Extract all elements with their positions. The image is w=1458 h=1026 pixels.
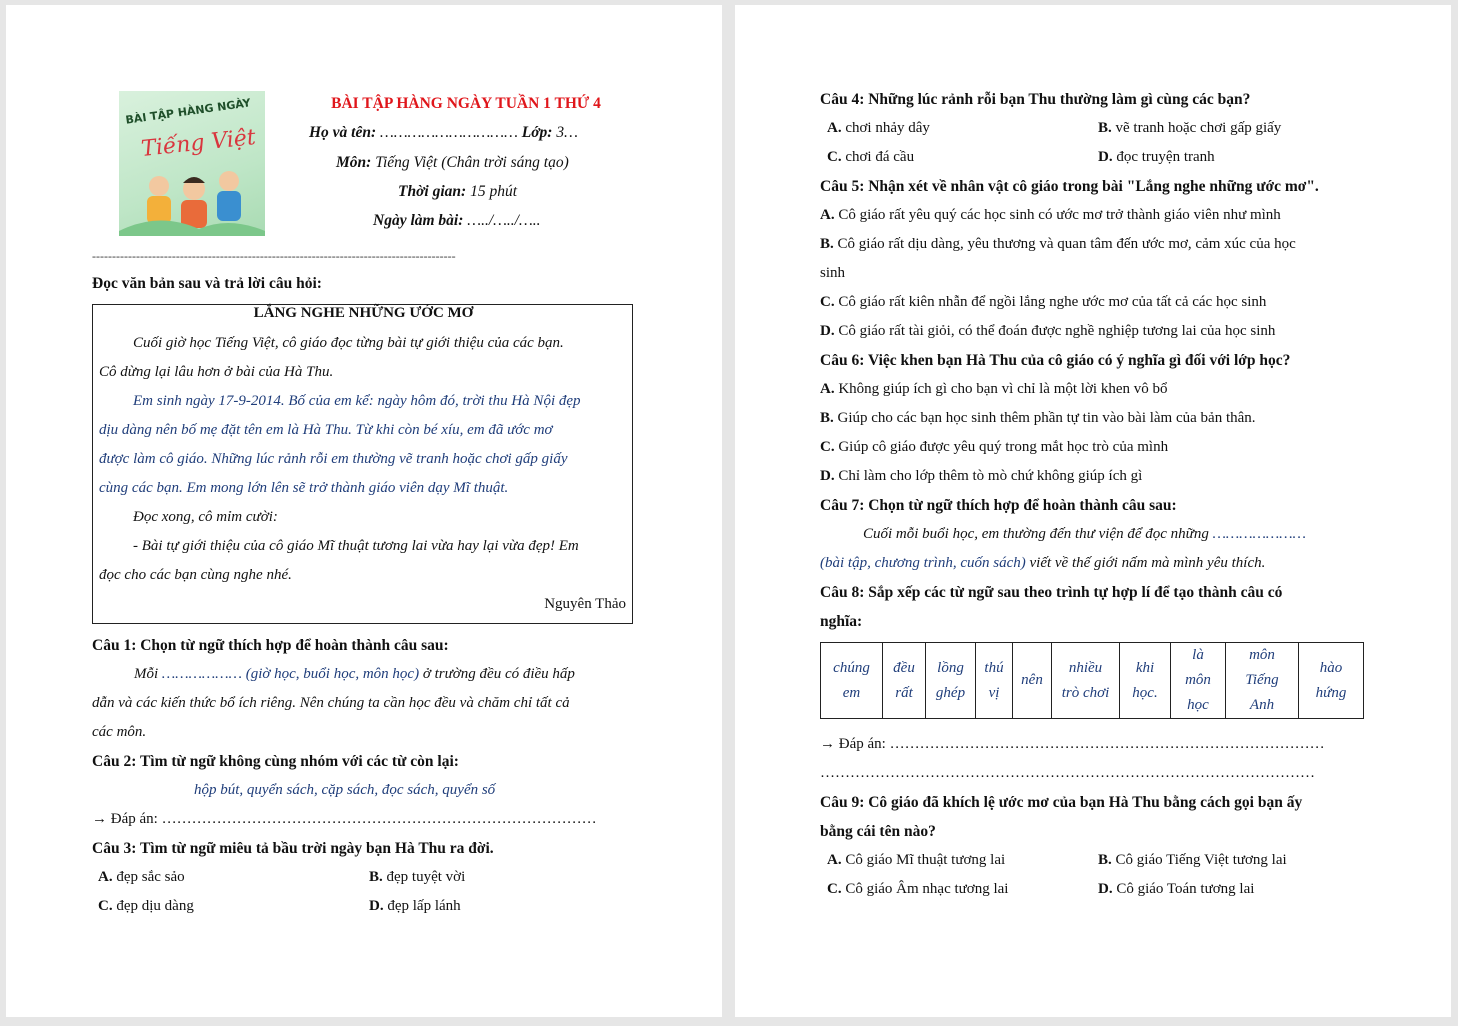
option-key: C. <box>827 149 842 165</box>
time-line <box>398 183 517 201</box>
word-part: nên <box>1021 672 1043 688</box>
q9-option-a[interactable] <box>827 852 1005 869</box>
separator-line: ------------------------------------------------------------------------------------------- <box>92 249 456 263</box>
option-text: đẹp lấp lánh <box>387 898 461 914</box>
q4-option-d[interactable] <box>1098 149 1215 166</box>
q2-word-list: hộp bút, quyển sách, cặp sách, đọc sách, quyển số <box>194 782 496 798</box>
time-label: Thời gian: <box>398 183 467 200</box>
option-text: đẹp sắc sảo <box>116 869 185 885</box>
q8-answer-blank[interactable]: …………………………………………………………………………… <box>889 736 1325 752</box>
worksheet-logo <box>119 91 265 236</box>
passage-line: Cuối giờ học Tiếng Việt, cô giáo đọc từng bài tự giới thiệu của các bạn. <box>133 335 564 351</box>
option-text: đẹp tuyệt vời <box>386 869 466 885</box>
option-key: D. <box>1098 149 1113 165</box>
option-key: D. <box>820 468 835 484</box>
q6-option-b[interactable] <box>820 410 1256 427</box>
q5-option-b-continued: sinh <box>820 265 846 281</box>
q5-label: Câu 5: Nhận xét về nhân vật cô giáo trong bài "Lắng nghe những ước mơ". <box>820 178 1319 195</box>
q4-option-a[interactable] <box>827 120 930 137</box>
subject-value: Tiếng Việt (Chân trời sáng tạo) <box>375 154 569 171</box>
option-key: D. <box>1098 881 1113 897</box>
word-part: đều <box>893 659 915 676</box>
passage-title: LẮNG NGHE NHỮNG ƯỚC MƠ <box>253 305 474 321</box>
q1-line-3: các môn. <box>92 724 147 740</box>
passage-box <box>92 304 633 624</box>
logo-line-1: BÀI TẬP HÀNG NGÀY <box>124 96 252 127</box>
word-part: học. <box>1132 684 1158 701</box>
subject-label: Môn: <box>336 154 372 171</box>
q1-line-2: dẫn và các kiến thức bổ ích riêng. Nên chúng ta cần học đều và chăm chỉ tất cả <box>92 695 570 711</box>
word-row <box>821 643 1364 719</box>
passage-author: Nguyên Thảo <box>544 596 626 612</box>
word-card[interactable] <box>1171 643 1226 719</box>
students-illustration-icon <box>119 91 265 236</box>
option-text: Cô giáo Âm nhạc tương lai <box>845 881 1009 897</box>
option-text: Cô giáo rất tài giỏi, có thể đoán được nghề nghiệp tương lai của học sinh <box>838 323 1276 339</box>
date-label: Ngày làm bài: <box>373 212 464 229</box>
q7-choices: (bài tập, chương trình, cuốn sách) <box>820 555 1026 571</box>
date-line <box>373 212 541 230</box>
reading-instruction: Đọc văn bản sau và trả lời câu hỏi: <box>92 275 322 292</box>
word-card[interactable] <box>1052 643 1120 719</box>
option-key: B. <box>820 410 834 426</box>
option-text: đẹp dịu dàng <box>116 898 194 914</box>
option-text: Không giúp ích gì cho bạn vì chỉ là một lời khen vô bổ <box>838 381 1168 397</box>
word-part: Anh <box>1249 697 1275 713</box>
q1-text-a: Mỗi <box>134 666 159 682</box>
word-part: Tiếng <box>1245 672 1279 688</box>
q5-option-c[interactable] <box>820 294 1266 311</box>
name-blank[interactable]: ………………………… <box>380 124 518 141</box>
worksheet-page-1 <box>6 5 722 1017</box>
option-text: Cô giáo rất yêu quý các học sinh có ước mơ trở thành giáo viên như mình <box>838 207 1281 223</box>
option-text: Giúp cô giáo được yêu quý trong mắt học trò của mình <box>838 439 1169 455</box>
word-part: rất <box>895 684 913 701</box>
name-label: Họ và tên: <box>309 124 377 141</box>
word-part: khi <box>1135 659 1155 676</box>
option-text: Cô giáo rất kiên nhẫn để ngồi lắng nghe ước mơ của tất cả các học sinh <box>838 294 1267 310</box>
passage-line: Em sinh ngày 17-9-2014. Bố của em kể: ngày hôm đó, trời thu Hà Nội đẹp <box>133 393 581 409</box>
passage-line: Đọc xong, cô mỉm cười: <box>133 509 278 525</box>
time-value: 15 phút <box>470 183 517 200</box>
word-part: ghép <box>935 684 966 701</box>
q7-line-1 <box>863 526 1306 543</box>
option-key: A. <box>820 381 835 397</box>
q1-line-1 <box>134 666 575 683</box>
word-part: môn <box>1185 672 1211 688</box>
word-card[interactable] <box>883 643 926 719</box>
word-card[interactable] <box>1226 643 1299 719</box>
option-key: A. <box>827 120 842 136</box>
option-text: Cô giáo rất dịu dàng, yêu thương và quan tâm đến ước mơ, cảm xúc của học <box>837 236 1296 252</box>
worksheet-title: BÀI TẬP HÀNG NGÀY TUẦN 1 THỨ 4 <box>331 95 601 112</box>
q7-label: Câu 7: Chọn từ ngữ thích hợp để hoàn thành câu sau: <box>820 497 1177 514</box>
word-card[interactable] <box>821 643 883 719</box>
passage-line: được làm cô giáo. Những lúc rảnh rỗi em thường vẽ tranh hoặc chơi gấp giấy <box>99 451 568 467</box>
q6-option-c[interactable] <box>820 439 1168 456</box>
worksheet-page-2 <box>735 5 1451 1017</box>
word-part: thú <box>984 659 1004 676</box>
word-card[interactable] <box>926 643 976 719</box>
name-class-line <box>309 124 578 142</box>
option-text: Chỉ làm cho lớp thêm tò mò chứ không giúp ích gì <box>838 468 1143 484</box>
q8-label-line-1: Câu 8: Sắp xếp các từ ngữ sau theo trình tự hợp lí để tạo thành câu có <box>820 584 1283 601</box>
q3-option-c[interactable] <box>98 898 194 915</box>
passage-line: dịu dàng nên bố mẹ đặt tên em là Hà Thu. Từ khi còn bé xíu, em đã ước mơ <box>99 422 553 438</box>
word-part: học <box>1187 697 1209 713</box>
option-key: A. <box>98 869 113 885</box>
word-part: hào <box>1319 659 1343 676</box>
word-part: môn <box>1249 647 1275 663</box>
q4-option-b[interactable] <box>1098 120 1281 137</box>
word-card[interactable] <box>976 643 1013 719</box>
option-key: A. <box>820 207 835 223</box>
q4-option-c[interactable] <box>827 149 914 166</box>
class-value[interactable]: 3… <box>556 124 578 141</box>
option-text: Cô giáo Toán tương lai <box>1116 881 1255 897</box>
q6-option-d[interactable] <box>820 468 1142 485</box>
option-key: B. <box>1098 120 1112 136</box>
option-key: C. <box>98 898 113 914</box>
word-order-table <box>820 642 1364 719</box>
word-part: là <box>1192 647 1204 663</box>
word-part: lồng <box>937 659 964 676</box>
option-key: C. <box>820 439 835 455</box>
q6-option-a[interactable] <box>820 381 1167 398</box>
option-text: chơi nhảy dây <box>845 120 930 136</box>
word-card[interactable] <box>1120 643 1171 719</box>
q7-line-2 <box>820 555 1265 572</box>
q9-option-d[interactable] <box>1098 881 1254 898</box>
q6-label: Câu 6: Việc khen bạn Hà Thu của cô giáo có ý nghĩa gì đối với lớp học? <box>820 352 1291 369</box>
option-key: B. <box>820 236 834 252</box>
q8-answer-blank-2[interactable]: ……………………………………………………………………………………… <box>820 765 1315 781</box>
q5-option-b[interactable] <box>820 236 1296 253</box>
passage-line: đọc cho các bạn cùng nghe nhé. <box>99 567 292 583</box>
q1-text-c: ở trường đều có điều hấp <box>422 666 575 682</box>
subject-line <box>336 154 569 172</box>
q7-text-a: Cuối mỗi buổi học, em thường đến thư viện để đọc những <box>863 526 1209 542</box>
q5-option-d[interactable] <box>820 323 1275 340</box>
q3-label: Câu 3: Tìm từ ngữ miêu tả bầu trời ngày bạn Hà Thu ra đời. <box>92 840 494 857</box>
q7-blank[interactable]: ………………… <box>1212 526 1306 542</box>
option-key: C. <box>820 294 835 310</box>
option-text: Cô giáo Mĩ thuật tương lai <box>845 852 1006 868</box>
option-key: D. <box>820 323 835 339</box>
option-text: Cô giáo Tiếng Việt tương lai <box>1115 852 1287 868</box>
option-key: A. <box>827 852 842 868</box>
q5-option-a[interactable] <box>820 207 1281 224</box>
q1-choices: (giờ học, buổi học, môn học) <box>245 666 420 682</box>
q8-label-line-2: nghĩa: <box>820 613 863 630</box>
passage-line: - Bài tự giới thiệu của cô giáo Mĩ thuật tương lai vừa hay lại vừa đẹp! Em <box>133 538 579 554</box>
option-key: D. <box>369 898 384 914</box>
option-key: B. <box>369 869 383 885</box>
q9-option-c[interactable] <box>827 881 1008 898</box>
date-value[interactable]: …../…../….. <box>467 212 541 229</box>
word-part: vị <box>988 684 1000 701</box>
q3-option-b[interactable] <box>369 869 465 886</box>
q7-text-b: viết về thế giới nấm mà mình yêu thích. <box>1029 555 1266 571</box>
option-key: C. <box>827 881 842 897</box>
q1-blank[interactable]: ……………… <box>161 666 242 682</box>
q3-option-d[interactable] <box>369 898 461 915</box>
option-text: đọc truyện tranh <box>1116 149 1215 165</box>
q2-label: Câu 2: Tìm từ ngữ không cùng nhóm với các từ còn lại: <box>92 753 459 770</box>
q9-option-b[interactable] <box>1098 852 1287 869</box>
class-label: Lớp: <box>521 124 553 141</box>
word-part: hứng <box>1315 684 1347 701</box>
option-text: chơi đá cầu <box>845 149 915 165</box>
q2-answer-line <box>92 811 597 828</box>
option-text: vẽ tranh hoặc chơi gấp giấy <box>1115 120 1282 136</box>
word-part: chúng <box>833 659 870 676</box>
q9-label-line-2: bằng cái tên nào? <box>820 823 936 840</box>
word-card[interactable] <box>1299 643 1364 719</box>
q8-answer-label: → Đáp án: <box>820 736 886 752</box>
q1-label: Câu 1: Chọn từ ngữ thích hợp để hoàn thành câu sau: <box>92 637 449 654</box>
option-text: Giúp cho các bạn học sinh thêm phần tự tin vào bài làm của bản thân. <box>837 410 1256 426</box>
q4-label: Câu 4: Những lúc rảnh rỗi bạn Thu thường làm gì cùng các bạn? <box>820 91 1251 108</box>
passage-line: cùng các bạn. Em mong lớn lên sẽ trở thành giáo viên dạy Mĩ thuật. <box>99 480 509 496</box>
logo-line-2: Tiếng Việt <box>140 125 257 162</box>
word-part: em <box>842 684 861 701</box>
q8-answer-line <box>820 736 1325 753</box>
option-key: B. <box>1098 852 1112 868</box>
q3-option-a[interactable] <box>98 869 185 886</box>
q2-answer-blank[interactable]: …………………………………………………………………………… <box>161 811 597 827</box>
word-card[interactable] <box>1013 643 1052 719</box>
q9-label-line-1: Câu 9: Cô giáo đã khích lệ ước mơ của bạn Hà Thu bằng cách gọi bạn ấy <box>820 794 1303 811</box>
word-part: nhiều <box>1068 659 1103 676</box>
passage-line: Cô dừng lại lâu hơn ở bài của Hà Thu. <box>99 364 334 380</box>
q2-answer-label: → Đáp án: <box>92 811 158 827</box>
word-part: trò chơi <box>1061 684 1110 701</box>
